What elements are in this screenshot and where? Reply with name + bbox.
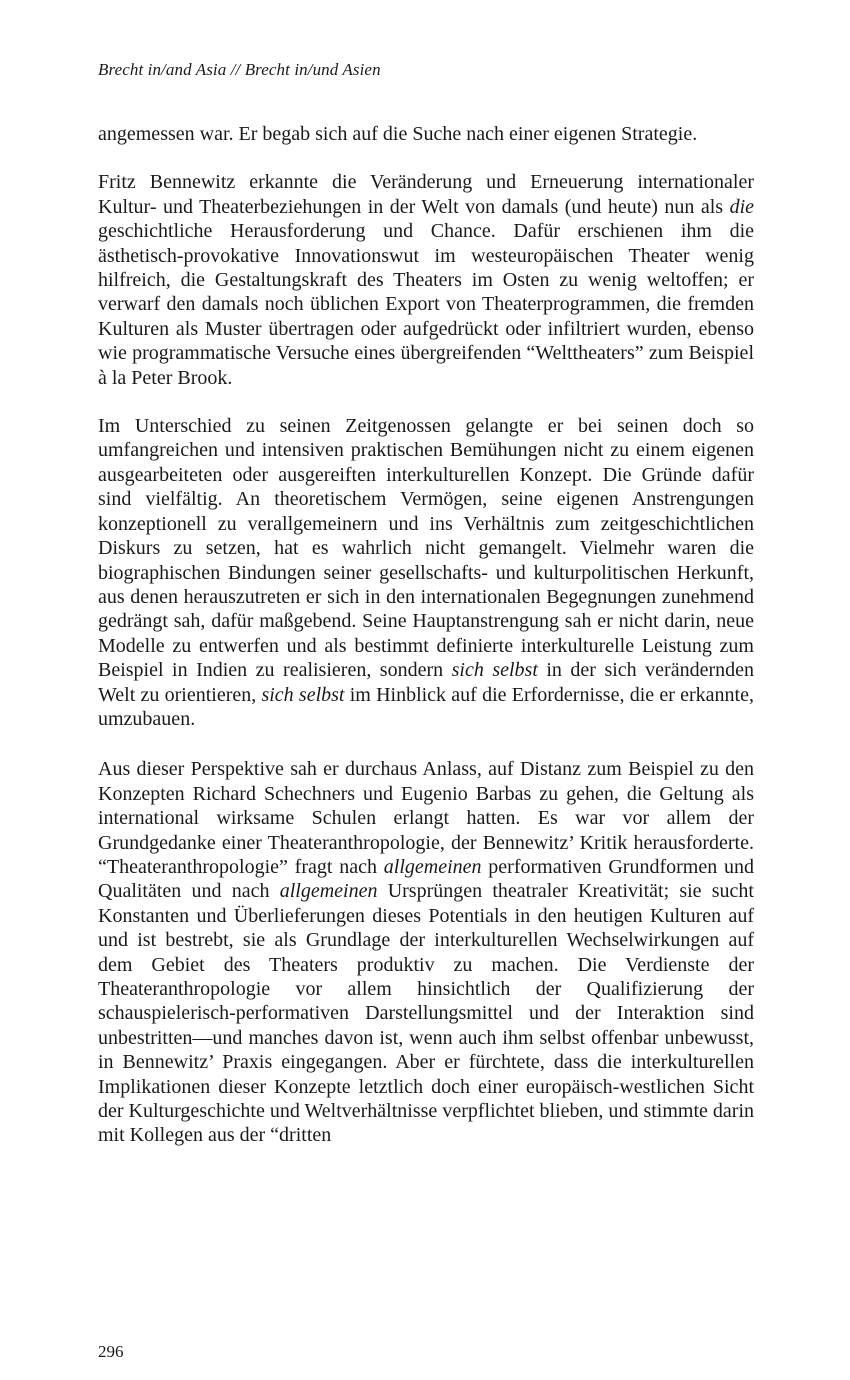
paragraph-text: in der sich verändernden Welt zu orientieren, [98, 659, 754, 706]
emphasis-text: allgemeinen [279, 880, 378, 903]
paragraph-1 [98, 122, 754, 146]
paragraph-text: Aus dieser Perspektive sah er durchaus Anlass, auf Distanz zum Beispiel zu den Konzepten Richard Schechners und Eugenio Barbas zu gehen, die Geltung als international wirksame Schulen erlangt hatten. Es war vor allem der Grundgedanke einer Theateranthropologie, der Bennewitz’ Kritik herausforderte. “Theateranthropologie” fragt nach [98, 758, 754, 878]
paragraph-text: Fritz Bennewitz erkannte die Veränderung und Erneuerung internationaler Kultur- und Theaterbeziehungen in der Welt von damals (und heute) nun als [98, 171, 754, 218]
body-text [98, 122, 754, 1172]
paragraph-text: im Hinblick auf die Erfordernisse, die er erkannte, umzubauen. [98, 683, 754, 730]
running-head: Brecht in/and Asia // Brecht in/und Asien [98, 60, 381, 79]
paragraph-3 [98, 414, 754, 731]
emphasis-text: allgemeinen [383, 855, 482, 878]
paragraph-4 [98, 757, 754, 1148]
paragraph-text: angemessen war. Er begab sich auf die Suche nach einer eigenen Strategie. [98, 123, 698, 145]
paragraph-2 [98, 170, 754, 390]
paragraph-text: Ursprüngen theatraler Kreativität; sie sucht Konstanten und Überlieferungen dieses Potentials in den heutigen Kulturen auf und ist bestrebt, sie als Grundlage der interkulturellen Wechselwirkungen auf dem Gebiet des Theaters produktiv zu machen. Die Verdienste der Theateranthropologie vor allem hinsichtlich der Qualifizierung der schauspielerisch-performativen Darstellungsmittel und der Interaktion sind unbestritten—und manches davon ist, wenn auch ihm selbst offenbar unbewusst, in Bennewitz’ Praxis eingegangen. Aber er fürchtete, dass die interkulturellen Implikationen dieser Konzepte letztlich doch einer europäisch-westlichen Sicht der Kulturgeschichte und Weltverhältnisse verpflichtet blieben, und stimmte darin mit Kollegen aus der “dritten [98, 880, 754, 1147]
emphasis-text: sich selbst [261, 683, 345, 706]
emphasis-text: sich selbst [451, 659, 538, 682]
page-number: 296 [98, 1342, 124, 1361]
paragraph-text: Im Unterschied zu seinen Zeitgenossen gelangte er bei seinen doch so umfangreichen und intensiven praktischen Bemühungen nicht zu einem eigenen ausgearbeiteten oder ausgereiften interkulturellen Konzept. Die Gründe dafür sind vielfältig. An theoretischem Vermögen, seine eigenen Anstrengungen konzeptionell zu verallgemeinern und ins Verhältnis zum zeitgeschichtlichen Diskurs zu setzen, hat es wahrlich nicht gemangelt. Vielmehr waren die biographischen Bindungen seiner gesellschafts- und kulturpolitischen Herkunft, aus denen herauszutreten er sich in den internationalen Begegnungen zunehmend gedrängt sah, dafür maßgebend. Seine Hauptanstrengung sah er nicht darin, neue Modelle zu entwerfen und als bestimmt definierte interkulturelle Leistung zum Beispiel in Indien zu realisieren, sondern [98, 415, 754, 682]
paragraph-text: performativen Grundformen und Qualitäten und nach [98, 855, 754, 903]
emphasis-text: die [729, 195, 754, 218]
paragraph-text: geschichtliche Herausforderung und Chance. Dafür erschienen ihm die ästhetisch-provokative Innovationswut im westeuropäischen Theater wenig hilfreich, die Gestaltungskraft des Theaters im Osten zu wenig weltoffen; er verwarf den damals noch üblichen Export von Theaterprogrammen, die fremden Kulturen als Muster übertragen oder aufgedrückt oder infiltriert wurden, ebenso wie programmatische Versuche eines übergreifenden “Welttheaters” zum Beispiel à la Peter Brook. [98, 220, 754, 389]
